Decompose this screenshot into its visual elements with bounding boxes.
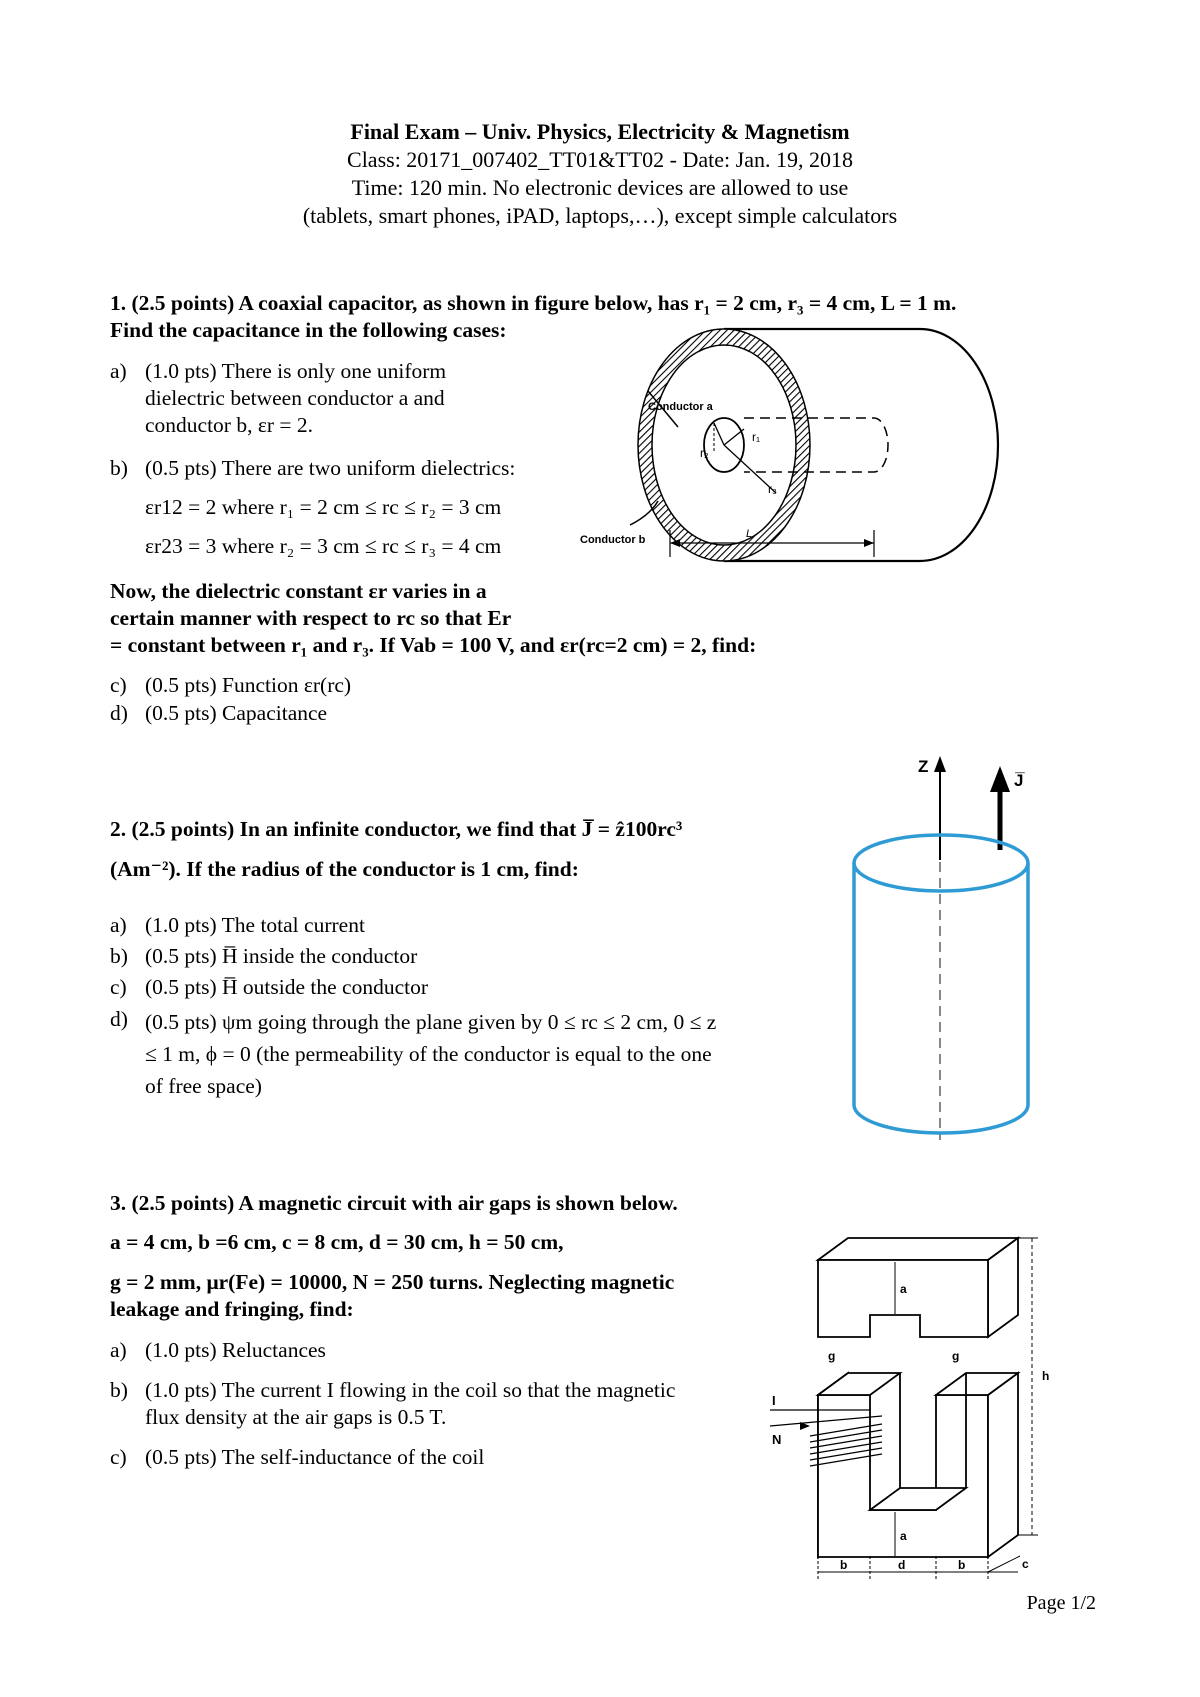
q3-b-line1: (1.0 pts) The current I flowing in the coil so that the magnetic bbox=[145, 1378, 676, 1402]
q2-b-label: b) bbox=[110, 944, 128, 968]
q3-a-label: a) bbox=[110, 1338, 127, 1362]
q1-b-line2: εr12 = 2 where r₁ = 2 cm ≤ rc ≤ r₂ = 3 cm bbox=[145, 495, 502, 519]
turns-N-label: N bbox=[772, 1432, 782, 1447]
q3-a-text: (1.0 pts) Reluctances bbox=[145, 1338, 326, 1362]
inner-conductor-dashed bbox=[744, 418, 888, 472]
q2-a-label: a) bbox=[110, 913, 127, 937]
q1-b-label: b) bbox=[110, 456, 128, 480]
q2-item-a bbox=[110, 912, 810, 940]
q2-d-label: d) bbox=[110, 1007, 128, 1031]
q1-c-label: c) bbox=[110, 673, 127, 697]
q1-item-d bbox=[110, 700, 630, 728]
dim-a-bottom-label: a bbox=[900, 1529, 907, 1543]
dim-d-label: d bbox=[898, 1558, 906, 1572]
dim-b-right-label: b bbox=[958, 1558, 966, 1572]
q2-item-d bbox=[110, 1006, 830, 1106]
z-axis-label: Z bbox=[918, 757, 929, 776]
q2-intro-line1: 2. (2.5 points) In an infinite conductor, we find that J̅ = ẑ100rc³ bbox=[110, 817, 683, 841]
exam-title: Final Exam – Univ. Physics, Electricity & Magnetism bbox=[350, 119, 850, 144]
exam-header bbox=[0, 118, 1200, 230]
devices-line: (tablets, smart phones, iPAD, laptops,…), except simple calculators bbox=[302, 203, 898, 228]
r1-label: r₁ bbox=[752, 430, 761, 444]
current-I-label: I bbox=[772, 1393, 776, 1408]
conductor-a-label: Conductor a bbox=[648, 401, 713, 413]
r2-label: r₂ bbox=[700, 446, 709, 460]
conductor-b-label: Conductor b bbox=[580, 534, 646, 546]
q1-now-line3: = constant between r₁ and r₃. If Vab = 100 V, and εr(rc=2 cm) = 2, find: bbox=[110, 633, 757, 657]
page-number: Page 1/2 bbox=[1026, 1592, 1096, 1614]
q1-a-line2: dielectric between conductor a and bbox=[145, 386, 445, 410]
q1-a-label: a) bbox=[110, 359, 127, 383]
q3-b-line2: flux density at the air gaps is 0.5 T. bbox=[145, 1405, 447, 1429]
q1-a-line3: conductor b, εr = 2. bbox=[145, 413, 314, 437]
L-label: L bbox=[746, 528, 753, 540]
cylinder-bottom bbox=[854, 1105, 1028, 1133]
q3-item-c bbox=[110, 1444, 750, 1472]
q3-intro-line3: g = 2 mm, μr(Fe) = 10000, N = 250 turns. Neglecting magnetic bbox=[110, 1270, 675, 1294]
gap-right-label: g bbox=[952, 1349, 960, 1363]
q3-intro-line1: 3. (2.5 points) A magnetic circuit with air gaps is shown below. bbox=[110, 1191, 678, 1215]
q1-intro-line1: 1. (2.5 points) A coaxial capacitor, as shown in figure below, has r₁ = 2 cm, r₃ = 4 cm, L = 1 m. bbox=[110, 291, 957, 315]
left-leg-top bbox=[818, 1373, 900, 1395]
q3-item-a bbox=[110, 1337, 750, 1365]
gap-left-label: g bbox=[828, 1349, 836, 1363]
q1-a-line1: (1.0 pts) There is only one uniform bbox=[145, 359, 447, 383]
q3-intro-line2: a = 4 cm, b =6 cm, c = 8 cm, d = 30 cm, h = 50 cm, bbox=[110, 1230, 564, 1254]
q2-d-line2: ≤ 1 m, ϕ = 0 (the permeability of the conductor is equal to the one bbox=[145, 1042, 712, 1066]
q3-item-b bbox=[110, 1377, 770, 1433]
dim-b-left-label: b bbox=[840, 1558, 848, 1572]
q1-b-line3: εr23 = 3 where r₂ = 3 cm ≤ rc ≤ r₃ = 4 cm bbox=[145, 534, 502, 558]
q3-c-label: c) bbox=[110, 1445, 127, 1469]
dim-c-label: c bbox=[1022, 1557, 1029, 1571]
class-line: Class: 20171_007402_TT01&TT02 - Date: Jan. 19, 2018 bbox=[347, 147, 853, 172]
q1-intro-line2: Find the capacitance in the following cases: bbox=[110, 318, 507, 342]
q2-d-line1: (0.5 pts) ψm going through the plane given by 0 ≤ rc ≤ 2 cm, 0 ≤ z bbox=[145, 1010, 717, 1034]
r3-label: r₃ bbox=[768, 482, 777, 496]
dim-h-label: h bbox=[1042, 1369, 1050, 1383]
bottom-right-side bbox=[988, 1373, 1018, 1557]
q2-item-b bbox=[110, 943, 810, 971]
q2-intro-line2: (Am⁻²). If the radius of the conductor is 1 cm, find: bbox=[110, 857, 579, 881]
q2-b-text: (0.5 pts) H̅ inside the conductor bbox=[145, 944, 418, 968]
dim-a-top-label: a bbox=[900, 1282, 907, 1296]
q1-c-text: (0.5 pts) Function εr(rc) bbox=[145, 673, 352, 697]
time-line: Time: 120 min. No electronic devices are allowed to use bbox=[351, 175, 849, 200]
magnetic-circuit-bottom-dimensions bbox=[770, 1556, 1100, 1588]
q1-b-line1: (0.5 pts) There are two uniform dielectrics: bbox=[145, 456, 516, 480]
magnetic-circuit-figure bbox=[770, 1230, 1100, 1560]
q2-d-line3: of free space) bbox=[145, 1074, 262, 1098]
q2-c-label: c) bbox=[110, 975, 127, 999]
q1-item-a bbox=[110, 358, 630, 440]
q2-item-c bbox=[110, 974, 810, 1002]
q2-c-text: (0.5 pts) H̅ outside the conductor bbox=[145, 975, 429, 999]
q1-now-line1: Now, the dielectric constant εr varies in a bbox=[110, 579, 487, 603]
q1-item-c bbox=[110, 672, 630, 700]
q1-item-b bbox=[110, 455, 630, 575]
j-label: J̅ bbox=[1014, 771, 1024, 790]
q1-now-line2: certain manner with respect to rc so that Er bbox=[110, 606, 512, 630]
q3-b-label: b) bbox=[110, 1378, 128, 1402]
cylinder-conductor-figure bbox=[840, 750, 1040, 1145]
q2-a-text: (1.0 pts) The total current bbox=[145, 913, 365, 937]
q3-intro-line4: leakage and fringing, find: bbox=[110, 1297, 354, 1321]
q1-d-text: (0.5 pts) Capacitance bbox=[145, 701, 328, 725]
q1-d-label: d) bbox=[110, 701, 128, 725]
q3-c-text: (0.5 pts) The self-inductance of the coil bbox=[145, 1445, 485, 1469]
coaxial-capacitor-figure bbox=[580, 325, 1030, 615]
top-yoke-top-face bbox=[818, 1238, 1018, 1260]
top-yoke-front bbox=[818, 1260, 988, 1337]
